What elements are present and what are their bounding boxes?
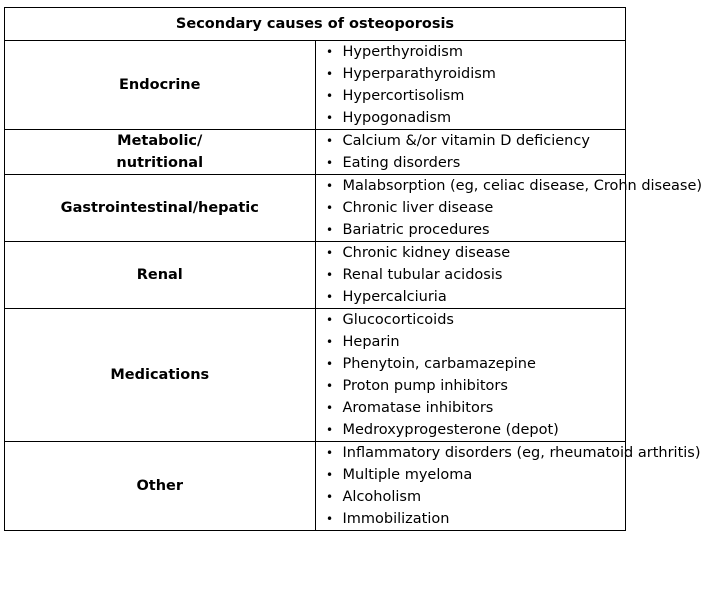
items-cell xyxy=(315,442,701,531)
item-text: Heparin xyxy=(342,334,400,350)
category-label: Renal xyxy=(136,267,183,283)
list-item xyxy=(316,63,626,85)
item-text: Phenytoin, carbamazepine xyxy=(342,356,536,372)
list-item xyxy=(316,375,626,397)
table-row xyxy=(5,309,626,442)
list-item xyxy=(316,175,702,197)
table-row xyxy=(5,130,626,175)
item-text: Aromatase inhibitors xyxy=(342,400,494,416)
list-item xyxy=(316,309,626,331)
table-body xyxy=(5,41,702,531)
category-label: Other xyxy=(136,478,184,494)
bullet-icon: • xyxy=(325,201,334,215)
bullet-icon: • xyxy=(325,246,334,260)
category-cell xyxy=(5,242,316,309)
category-cell xyxy=(5,41,316,130)
category-cell xyxy=(5,442,316,531)
bullet-icon: • xyxy=(325,379,334,393)
item-text: Medroxyprogesterone (depot) xyxy=(342,422,559,438)
item-text: Calcium &/or vitamin D deficiency xyxy=(342,133,590,149)
items-cell xyxy=(315,309,626,442)
item-text: Bariatric procedures xyxy=(342,222,490,238)
list-item xyxy=(316,41,626,63)
items-cell xyxy=(315,175,702,242)
bullet-icon: • xyxy=(325,357,334,371)
list-item xyxy=(316,130,626,152)
table-row xyxy=(5,242,626,309)
item-text: Hyperthyroidism xyxy=(342,44,463,60)
bullet-icon: • xyxy=(325,156,334,170)
list-item xyxy=(316,353,626,375)
list-item xyxy=(316,464,626,486)
table-row xyxy=(5,442,626,531)
bullet-icon: • xyxy=(325,401,334,415)
item-text: Inflammatory disorders (eg, rheumatoid arthritis) xyxy=(342,445,701,461)
item-list xyxy=(316,130,626,174)
item-text: Chronic kidney disease xyxy=(342,245,511,261)
items-cell xyxy=(315,130,626,175)
list-item xyxy=(316,107,626,129)
bullet-icon: • xyxy=(325,512,334,526)
item-text: Proton pump inhibitors xyxy=(342,378,508,394)
bullet-icon: • xyxy=(325,111,334,125)
list-item xyxy=(316,264,626,286)
item-text: Chronic liver disease xyxy=(342,200,494,216)
item-list xyxy=(316,175,702,241)
item-list xyxy=(316,309,626,441)
list-item xyxy=(316,397,626,419)
list-item xyxy=(316,442,701,464)
table-row xyxy=(5,41,626,130)
item-text: Hypogonadism xyxy=(342,110,452,126)
bullet-icon: • xyxy=(325,313,334,327)
item-list xyxy=(316,242,626,308)
bullet-icon: • xyxy=(325,468,334,482)
category-cell xyxy=(5,130,316,175)
category-label: Gastrointestinal/hepatic xyxy=(60,200,259,216)
bullet-icon: • xyxy=(325,335,334,349)
bullet-icon: • xyxy=(325,423,334,437)
category-cell xyxy=(5,175,316,242)
bullet-icon: • xyxy=(325,268,334,282)
bullet-icon: • xyxy=(325,134,334,148)
bullet-icon: • xyxy=(325,89,334,103)
item-text: Alcoholism xyxy=(342,489,422,505)
list-item xyxy=(316,242,626,264)
category-label: Endocrine xyxy=(119,77,201,93)
list-item xyxy=(316,152,626,174)
table-header-row xyxy=(5,8,626,41)
bullet-icon: • xyxy=(325,446,334,460)
item-text: Immobilization xyxy=(342,511,450,527)
bullet-icon: • xyxy=(325,45,334,59)
list-item xyxy=(316,85,626,107)
item-text: Hypercortisolism xyxy=(342,88,465,104)
bullet-icon: • xyxy=(325,290,334,304)
bullet-icon: • xyxy=(325,223,334,237)
item-text: Hypercalciuria xyxy=(342,289,447,305)
list-item xyxy=(316,219,626,241)
item-text: Hyperparathyroidism xyxy=(342,66,496,82)
category-label: Medications xyxy=(110,367,210,383)
list-item xyxy=(316,286,626,308)
item-list xyxy=(316,41,626,129)
list-item xyxy=(316,197,626,219)
bullet-icon: • xyxy=(325,67,334,81)
items-cell xyxy=(315,41,626,130)
category-label: nutritional xyxy=(116,155,204,171)
category-label: Metabolic/ xyxy=(117,133,203,149)
item-text: Glucocorticoids xyxy=(342,312,454,328)
list-item xyxy=(316,419,626,441)
item-text: Renal tubular acidosis xyxy=(342,267,503,283)
table-row xyxy=(5,175,626,242)
category-cell xyxy=(5,309,316,442)
bullet-icon: • xyxy=(325,179,334,193)
list-item xyxy=(316,331,626,353)
items-cell xyxy=(315,242,626,309)
list-item xyxy=(316,508,626,530)
item-text: Eating disorders xyxy=(342,155,461,171)
causes-table xyxy=(4,7,702,531)
item-list xyxy=(316,442,701,530)
item-text: Malabsorption (eg, celiac disease, Crohn disease) xyxy=(342,178,702,194)
bullet-icon: • xyxy=(325,490,334,504)
list-item xyxy=(316,486,626,508)
item-text: Multiple myeloma xyxy=(342,467,473,483)
table-title: Secondary causes of osteoporosis xyxy=(5,8,626,41)
